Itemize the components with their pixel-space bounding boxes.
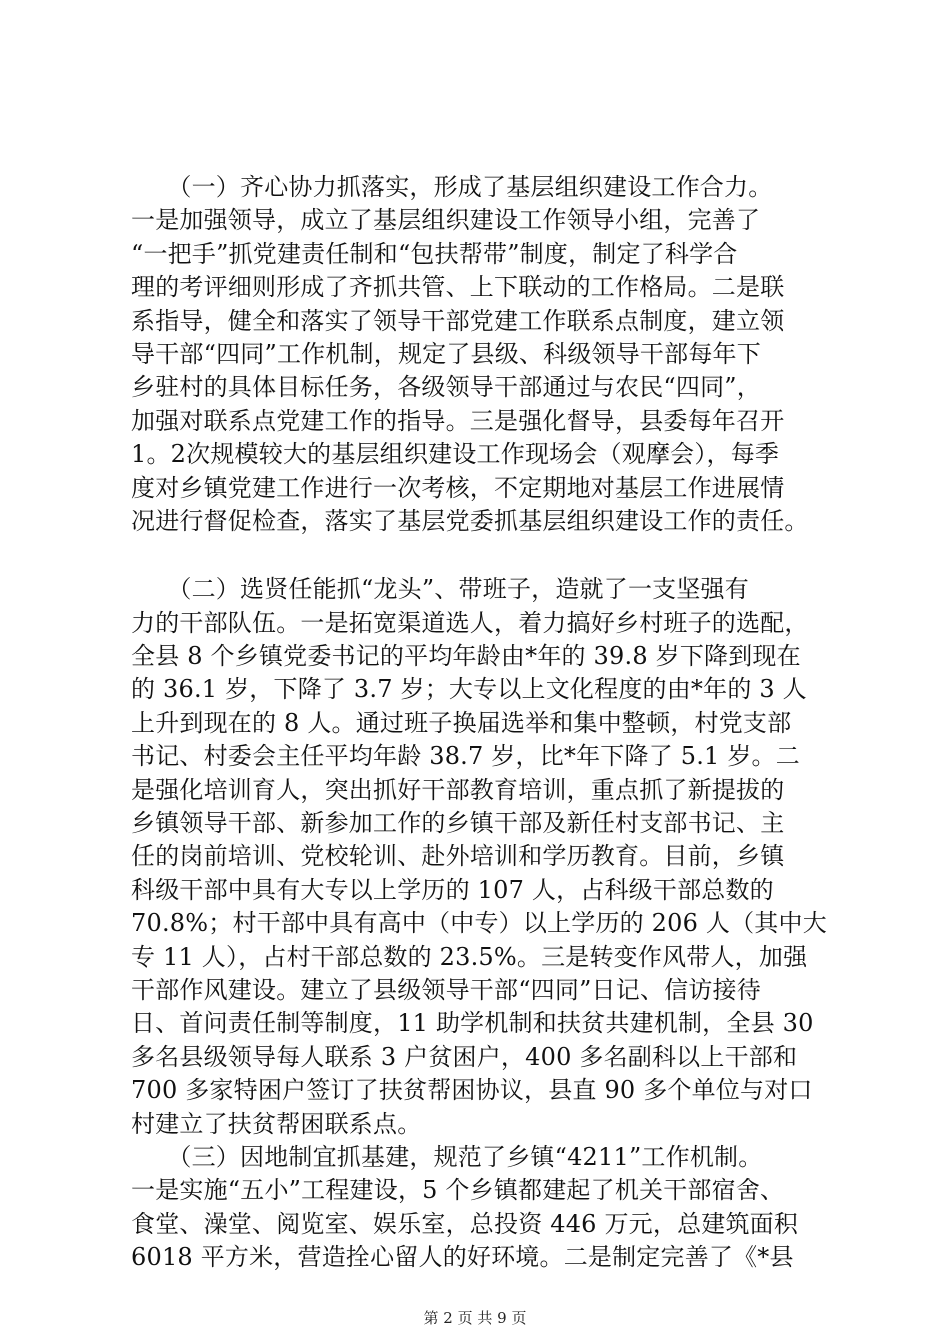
paragraph-gap [131,538,835,573]
text-line: 度对乡镇党建工作进行一次考核，不定期地对基层工作进展情 [131,473,785,502]
text-line: 一是加强领导，成立了基层组织建设工作领导小组，完善了 [131,206,761,235]
text-line: （一）齐心协力抓落实，形成了基层组织建设工作合力。 [131,173,773,201]
text-line: 导干部“四同”工作机制，规定了县级、科级领导干部每年下 [131,339,761,368]
page-number-footer: 第 2 页 共 9 页 [423,1309,527,1327]
text-line: 干部作风建设。建立了县级领导干部“四同”日记、信访接待 [131,975,761,1004]
text-line: 食堂、澡堂、阅览室、娱乐室，总投资 446 万元，总建筑面积 [131,1209,799,1238]
text-line: 一是实施“五小”工程建设，5 个乡镇都建起了机关干部宿舍、 [131,1176,785,1205]
text-line: 上升到现在的 8 人。通过班子换届选举和集中整顿，村党支部 [131,708,792,737]
text-line: 任的岗前培训、党校轮训、赴外培训和学历教育。目前，乡镇 [131,842,785,871]
text-line: 的 36.1 岁，下降了 3.7 岁；大专以上文化程度的由*年的 3 人 [131,675,807,704]
text-line: 乡镇领导干部、新参加工作的乡镇干部及新任村支部书记、主 [131,809,785,838]
text-line: “一把手”抓党建责任制和“包扶帮带”制度，制定了科学合 [131,239,738,268]
text-line: 6018 平方米，营造拴心留人的好环境。二是制定完善了《*县 [131,1243,794,1272]
text-line: 日、首问责任制等制度，11 助学机制和扶贫共建机制，全县 30 [131,1009,814,1038]
text-line: 专 11 人），占村干部总数的 23.5%。三是转变作风带人，加强 [131,942,808,971]
text-line: 书记、村委会主任平均年龄 38.7 岁，比*年下降了 5.1 岁。二 [131,742,800,771]
text-line: 加强对联系点党建工作的指导。三是强化督导，县委每年召开 [131,406,785,435]
text-line: 70.8%；村干部中具有高中（中专）以上学历的 206 人（其中大 [131,909,827,938]
text-line: 全县 8 个乡镇党委书记的平均年龄由*年的 39.8 岁下降到现在 [131,642,801,671]
text-line: （三）因地制宜抓基建，规范了乡镇“4211”工作机制。 [131,1142,763,1171]
text-line: 是强化培训育人，突出抓好干部教育培训，重点抓了新提拔的 [131,775,785,804]
text-line: 多名县级领导每人联系 3 户贫困户，400 多名副科以上干部和 [131,1042,798,1071]
text-line: 村建立了扶贫帮困联系点。 [131,1109,422,1138]
text-line: 科级干部中具有大专以上学历的 107 人，占科级干部总数的 [131,875,774,904]
text-line: 理的考评细则形成了齐抓共管、上下联动的工作格局。二是联 [131,273,785,302]
text-line: 系指导，健全和落实了领导干部党建工作联系点制度，建立领 [131,306,785,335]
text-line: （二）选贤任能抓“龙头”、带班子，造就了一支坚强有 [131,575,749,604]
text-line: 乡驻村的具体目标任务，各级领导干部通过与农民“四同”， [131,373,761,402]
document-body [131,171,835,1275]
text-line: 700 多家特困户签订了扶贫帮困协议，县直 90 多个单位与对口 [131,1076,813,1105]
text-line: 况进行督促检查，落实了基层党委抓基层组织建设工作的责任。 [131,506,809,535]
text-line: 力的干部队伍。一是拓宽渠道选人，着力搞好乡村班子的选配， [131,608,809,637]
text-line: 1。2次规模较大的基层组织建设工作现场会（观摩会），每季 [131,440,780,469]
